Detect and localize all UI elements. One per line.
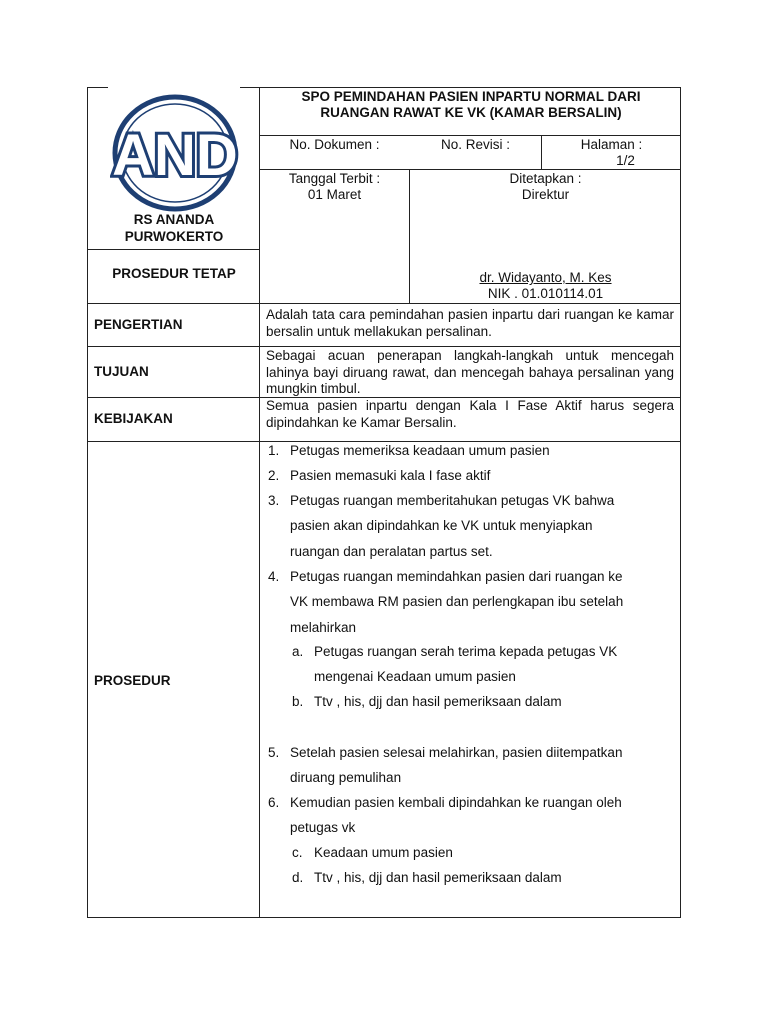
list-item-line: Pasien memasuki kala I fase aktif (290, 468, 491, 483)
prosedur-tetap-label: PROSEDUR TETAP (112, 266, 236, 281)
list-item-line: ruangan dan peralatan partus set. (290, 543, 493, 559)
list-item-line: Kemudian pasien kembali dipindahkan ke ruangan oleh (290, 795, 622, 810)
list-item-line: Setelah pasien selesai melahirkan, pasien diitempatkan (290, 745, 623, 760)
halaman-field: Halaman : 1/2 (580, 137, 643, 168)
kebijakan-text: Semua pasien inpartu dengan Kala I Fase Aktif harus segera dipindahkan ke Kamar Bersalin. (266, 398, 674, 430)
divider (88, 441, 681, 442)
divider (88, 249, 259, 250)
pengertian-label: PENGERTIAN (94, 317, 183, 332)
signer-name: dr. Widayanto, M. Kes (479, 270, 612, 285)
ditetapkan: Ditetapkan : Direktur (509, 171, 582, 202)
list-item-number: c. (292, 845, 303, 860)
svg-text:AND: AND (112, 123, 238, 188)
list-item-number: 6. (268, 795, 280, 810)
list-item-line: Petugas ruangan serah terima kepada petugas VK (314, 644, 618, 659)
list-item-number: 1. (268, 443, 280, 458)
signer (410, 270, 681, 302)
divider (259, 135, 681, 136)
list-item-line: Keadaan umum pasien (314, 845, 453, 860)
prosedur-label: PROSEDUR (94, 673, 171, 688)
list-item-line: VK membawa RM pasien dan perlengkapan ibu setelah (290, 594, 624, 610)
list-item-line: melahirkan (290, 619, 357, 635)
signer-nik: NIK . 01.010114.01 (487, 286, 604, 301)
list-item-line: Petugas memeriksa keadaan umum pasien (290, 443, 550, 458)
list-item-number: d. (292, 870, 304, 885)
list-item-number: 5. (268, 745, 280, 760)
document-title: SPO PEMINDAHAN PASIEN INPARTU NORMAL DARI RUANGAN RAWAT KE VK (KAMAR BERSALIN) (301, 89, 641, 120)
divider (259, 169, 681, 170)
list-item-line: Ttv , his, djj dan hasil pemeriksaan dalam (314, 694, 562, 709)
tanggal-terbit: Tanggal Terbit : 01 Maret (288, 171, 381, 202)
list-item-number: 2. (268, 468, 280, 483)
hospital-logo (110, 93, 240, 213)
list-item-line: Petugas ruangan memberitahukan petugas VK bahwa (290, 493, 615, 508)
kebijakan-label: KEBIJAKAN (94, 411, 173, 426)
no-dokumen-label: No. Dokumen : (289, 137, 380, 152)
divider (88, 346, 681, 347)
list-item-number: 3. (268, 493, 280, 508)
spo-document (87, 87, 681, 918)
tujuan-text: Sebagai acuan penerapan langkah-langkah untuk mencegah lahinya bayi diruang rawat, dan mencegah bahaya persalinan yang mungkin timbul. (266, 348, 674, 396)
tujuan-label: TUJUAN (94, 364, 149, 379)
list-item-line: Ttv , his, djj dan hasil pemeriksaan dalam (314, 870, 562, 885)
list-item-line: petugas vk (290, 820, 356, 836)
hospital-name: RS ANANDA PURWOKERTO (124, 212, 224, 244)
list-item-line: pasien akan dipindahkan ke VK untuk menyiapkan (290, 518, 593, 534)
no-revisi-label: No. Revisi : (440, 137, 511, 152)
pengertian-text: Adalah tata cara pemindahan pasien inpartu dari ruangan ke kamar bersalin untuk mellakukan persalinan. (266, 307, 674, 339)
list-item-line: Petugas ruangan memindahkan pasien dari ruangan ke (290, 569, 623, 584)
divider (88, 303, 681, 304)
list-item-number: a. (292, 644, 304, 659)
border-gap (108, 86, 240, 89)
list-item-line: mengenai Keadaan umum pasien (314, 669, 516, 685)
list-item-number: 4. (268, 569, 280, 584)
list-item-line: diruang pemulihan (290, 770, 402, 786)
list-item-number: b. (292, 694, 304, 709)
